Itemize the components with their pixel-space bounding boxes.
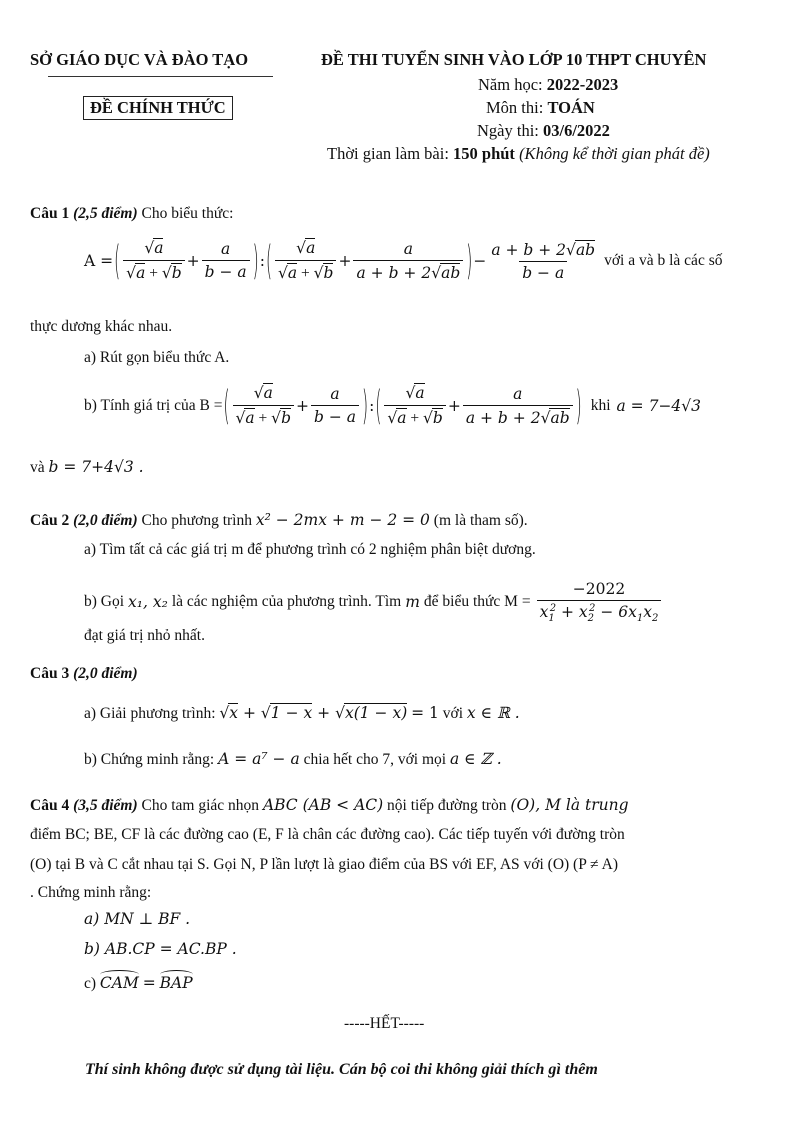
school-year (478, 75, 618, 95)
part-b-end: đạt giá trị nhỏ nhất. (84, 627, 205, 644)
part-b-lead: b) Chứng minh rằng: (84, 751, 215, 768)
angle-BAP: BAP (159, 974, 193, 992)
line1-a: Cho tam giác nhọn (141, 797, 260, 814)
question-title: Câu 3 (30, 665, 70, 682)
equation: x² − 2mx + m − 2 = 0 (255, 511, 430, 529)
question-3-heading (30, 665, 138, 683)
subject-value: TOÁN (547, 98, 595, 117)
b-value-line (30, 458, 144, 477)
part-a: a) Tìm tất cả các giá trị m để phương trình có 2 nghiệm phân biệt dương. (84, 541, 536, 558)
part-b (84, 750, 502, 769)
question-points: (3,5 điểm) (73, 797, 138, 814)
duration-label: Thời gian làm bài: (327, 144, 449, 163)
expression-tail: với a và b là các số (604, 251, 723, 269)
q4-line-3: (O) tại B và C cắt nhau tại S. Gọi N, P lần lượt là giao điểm của BS với EF, AS với (O) (P ≠ A) (30, 856, 619, 873)
expression: A = a⁷ − a (218, 750, 300, 768)
question-4-heading (30, 796, 629, 815)
question-intro: Cho phương trình (141, 512, 252, 529)
date-label: Ngày thi: (477, 121, 539, 140)
part-b-mid: là các nghiệm của phương trình. Tìm (171, 593, 402, 610)
subject-label: Môn thi: (486, 98, 544, 117)
m-var: m (405, 593, 420, 611)
expression-B: b) Tính giá trị của B = ( $\frac{√a}{√a + √b}$ + $\frac{a}{b - a}$ ) : ( $\frac{√a}{√a + √b}$ + $\frac{a}{a + b + 2√ab}$ ) khi a = 7−4√3 (84, 382, 702, 429)
exam-title: ĐỀ THI TUYỂN SINH VÀO LỚP 10 THPT CHUYÊN (321, 50, 707, 69)
question-points: (2,0 điểm) (73, 512, 138, 529)
M-numerator: −2022 (572, 580, 626, 598)
part-b-mid: chia hết cho 7, với mọi (303, 751, 447, 768)
header-underline (48, 76, 273, 77)
part-a: a) MN ⊥ BF . (84, 910, 191, 928)
line1-c: (O), M là trung (510, 796, 629, 814)
triangle: ABC (AB < AC) (262, 796, 384, 814)
year-value: 2022-2023 (546, 75, 619, 94)
question-points: (2,5 điểm) (73, 205, 138, 222)
footer-note: Thí sinh không được sử dụng tài liệu. Cán bộ coi thi không giải thích gì thêm (85, 1061, 598, 1078)
q4-line-2: điểm BC; BE, CF là các đường cao (E, F là chân các đường cao). Các tiếp tuyến với đường tròn (30, 826, 625, 843)
q4-line-4: . Chứng minh rằng: (30, 884, 152, 901)
part-a: a) Giải phương trình: √x + √1 − x + √x(1 − x) = 1 với x ∈ ℝ . (84, 704, 520, 722)
exam-subject (486, 98, 595, 118)
domain: x ∈ ℝ . (466, 704, 520, 722)
part-a-lead: a) Giải phương trình: (84, 705, 216, 722)
question-points: (2,0 điểm) (73, 665, 138, 682)
part-b-mid2: để biểu thức M = (423, 593, 531, 610)
question-title: Câu 4 (30, 797, 70, 814)
question-title: Câu 2 (30, 512, 70, 529)
equals: = (142, 974, 156, 992)
equation-rhs: = 1 (411, 704, 439, 722)
part-a: a) Rút gọn biểu thức A. (84, 349, 230, 366)
a-value: a = 7−4√3 (616, 396, 702, 415)
duration-value: 150 phút (453, 144, 515, 163)
exam-date (477, 121, 610, 141)
roots: x₁, x₂ (128, 593, 168, 611)
expression-tail-cont: thực dương khác nhau. (30, 318, 173, 335)
question-2-heading (30, 511, 528, 530)
when-word: khi (590, 396, 611, 414)
and-word: và (30, 459, 45, 476)
parameter-note: (m là tham số). (433, 512, 528, 529)
question-1-heading (30, 205, 233, 223)
b-value: b = 7+4√3 . (48, 458, 144, 476)
department-name: SỞ GIÁO DỤC VÀ ĐÀO TẠO (30, 50, 249, 69)
part-b-lead: b) Tính giá trị của B = (84, 396, 223, 414)
part-b (84, 580, 663, 624)
date-value: 03/6/2022 (543, 121, 610, 140)
angle-CAM: CAM (99, 974, 139, 992)
line1-b: nội tiếp đường tròn (387, 797, 507, 814)
question-title: Câu 1 (30, 205, 70, 222)
year-label: Năm học: (478, 75, 543, 94)
official-stamp: ĐỀ CHÍNH THỨC (83, 96, 233, 120)
part-b-lead: b) Gọi (84, 593, 125, 610)
duration-note: (Không kể thời gian phát đề) (519, 144, 710, 163)
part-c-lead: c) (84, 975, 97, 992)
question-intro: Cho biểu thức: (141, 205, 234, 222)
part-c (84, 974, 193, 993)
domain: a ∈ ℤ . (449, 750, 502, 768)
expression-A: A = ( $\frac{√a}{√a + √b}$ + $\frac{a}{b - a}$ ) : ( $\frac{√a}{√a + √b}$ + $\frac{a}{a + b + 2√ab}$ ) − $\frac{a + b + 2√ab}{b - a}$ với a và b là các số (84, 237, 723, 284)
end-marker: -----HẾT----- (344, 1015, 425, 1032)
exam-duration (327, 144, 710, 164)
with-word: với (442, 705, 464, 722)
part-b: b) AB.CP = AC.BP . (84, 940, 237, 958)
M-fraction: $\frac{-2022}{x_1^2 + x_2^2 - 6x_1x_2}$ (537, 580, 662, 624)
